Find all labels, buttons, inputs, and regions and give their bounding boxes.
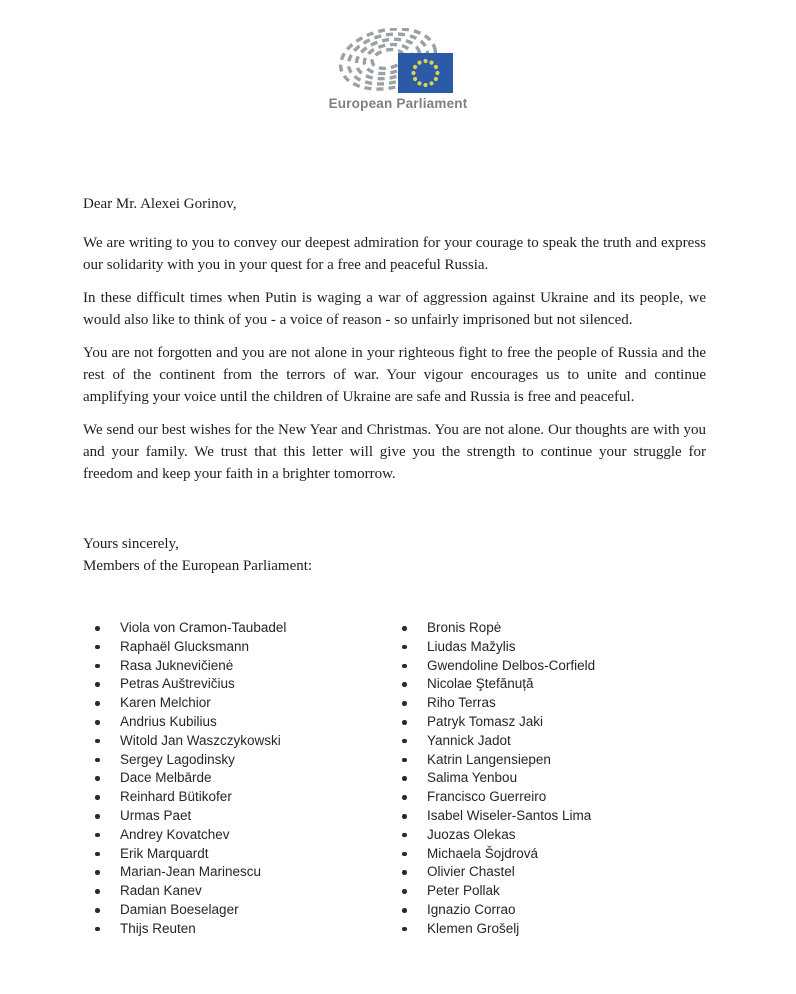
list-item: Klemen Grošelj [390, 920, 706, 939]
greeting: Dear Mr. Alexei Gorinov, [83, 196, 237, 212]
list-item: Nicolae Ştefănuță [390, 675, 706, 694]
list-item: Juozas Olekas [390, 826, 706, 845]
list-item: Raphaël Glucksmann [83, 638, 390, 657]
list-item: Salima Yenbou [390, 769, 706, 788]
list-item: Karen Melchior [83, 694, 390, 713]
european-parliament-logo [0, 0, 796, 111]
paragraph-2: In these difficult times when Putin is waging a war of aggression against Ukraine and its people, we would also like to think of you - a voice of reason - so unfairly imprisoned but not silenced. [83, 290, 706, 328]
letter-body [83, 193, 706, 939]
list-item: Olivier Chastel [390, 863, 706, 882]
list-item: Radan Kanev [83, 882, 390, 901]
list-item: Thijs Reuten [83, 920, 390, 939]
list-item: Rasa Juknevičienė [83, 657, 390, 676]
list-item: Erik Marquardt [83, 845, 390, 864]
signatories [83, 619, 706, 939]
signatories-right-column [390, 619, 706, 939]
list-item: Patryk Tomasz Jaki [390, 713, 706, 732]
closing [83, 533, 706, 577]
list-item: Witold Jan Waszczykowski [83, 732, 390, 751]
closing-line-1: Yours sincerely, [83, 536, 179, 552]
list-item: Ignazio Corrao [390, 901, 706, 920]
list-item: Viola von Cramon-Taubadel [83, 619, 390, 638]
list-item: Bronis Ropė [390, 619, 706, 638]
list-item: Sergey Lagodinsky [83, 751, 390, 770]
list-item: Liudas Mažylis [390, 638, 706, 657]
list-item: Gwendoline Delbos-Corfield [390, 657, 706, 676]
list-item: Reinhard Bütikofer [83, 788, 390, 807]
list-item: Dace Melbārde [83, 769, 390, 788]
list-item: Michaela Šojdrová [390, 845, 706, 864]
list-item: Andrey Kovatchev [83, 826, 390, 845]
list-item: Damian Boeselager [83, 901, 390, 920]
paragraph-3: You are not forgotten and you are not alone in your righteous fight to free the people of Russia and the rest of the continent from the terrors of war. Your vigour encourages us to unite and continue amplifying your voice until the children of Ukraine are safe and Russia is free and peaceful. [83, 345, 706, 405]
paragraph-1: We are writing to you to convey our deepest admiration for your courage to speak the truth and express our solidarity with you in your quest for a free and peaceful Russia. [83, 235, 706, 273]
closing-line-2: Members of the European Parliament: [83, 558, 313, 574]
list-item: Katrin Langensiepen [390, 751, 706, 770]
logo-caption: European Parliament [328, 96, 468, 111]
signatories-left-column [83, 619, 390, 939]
list-item: Yannick Jadot [390, 732, 706, 751]
ep-hemicycle-icon [338, 28, 458, 95]
paragraph-4: We send our best wishes for the New Year and Christmas. You are not alone. Our thoughts are with you and your family. We trust that this letter will give you the strength to continue your struggle for freedom and keep your faith in a brighter tomorrow. [83, 422, 706, 482]
list-item: Andrius Kubilius [83, 713, 390, 732]
list-item: Isabel Wiseler-Santos Lima [390, 807, 706, 826]
list-item: Petras Auštrevičius [83, 675, 390, 694]
list-item: Marian-Jean Marinescu [83, 863, 390, 882]
list-item: Riho Terras [390, 694, 706, 713]
list-item: Francisco Guerreiro [390, 788, 706, 807]
list-item: Peter Pollak [390, 882, 706, 901]
list-item: Urmas Paet [83, 807, 390, 826]
